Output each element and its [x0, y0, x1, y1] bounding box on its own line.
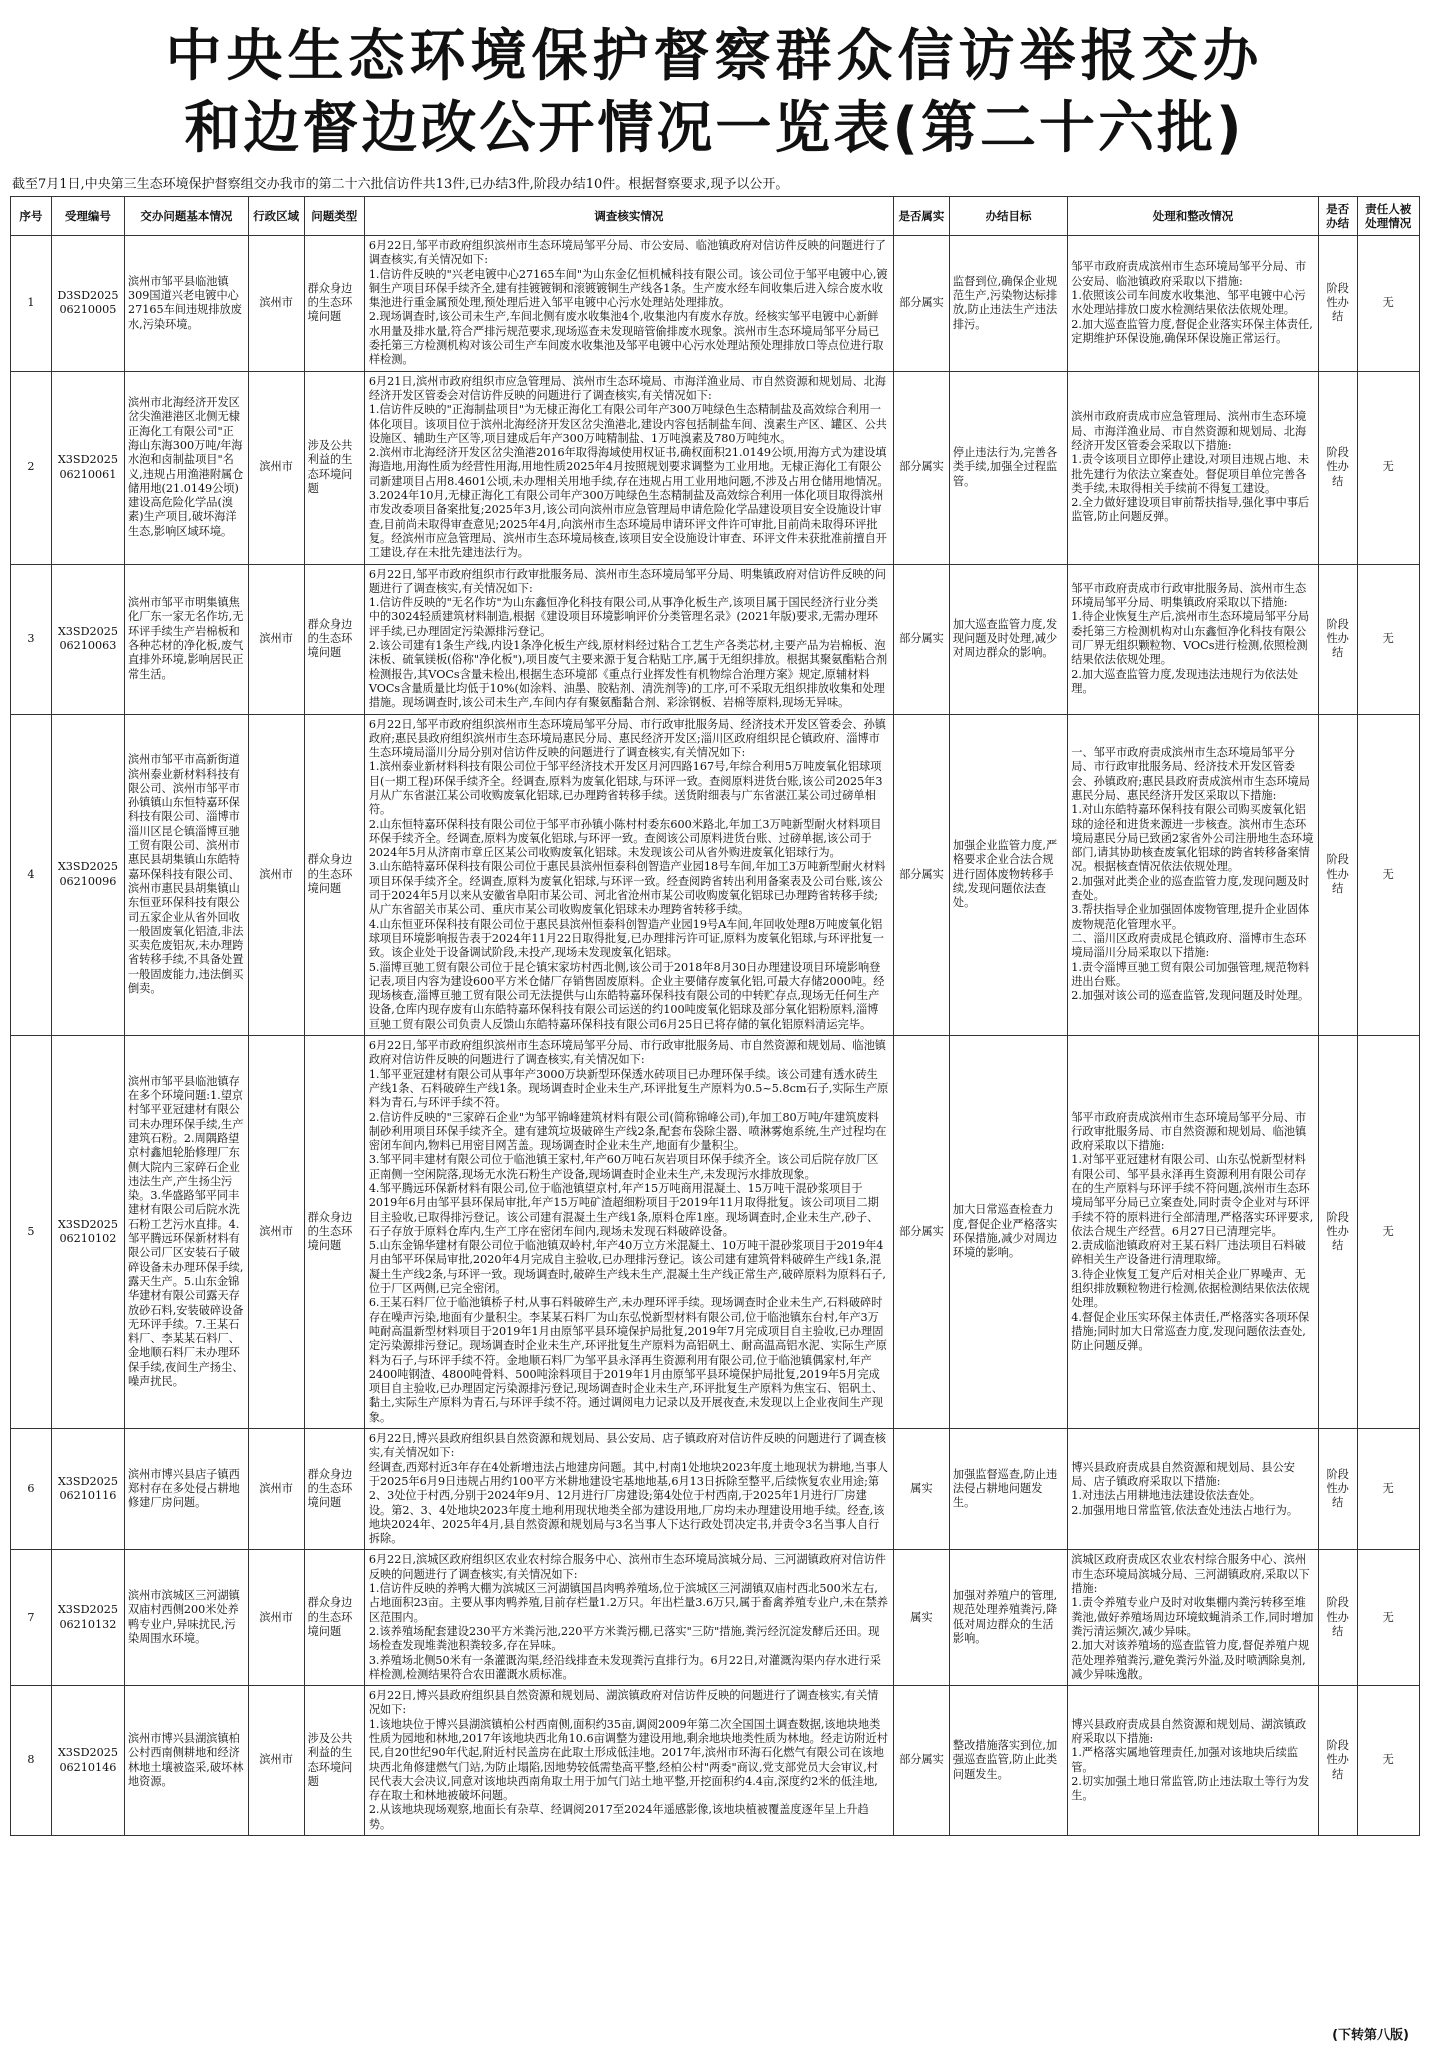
table-header-row [11, 197, 1420, 236]
header-done: 是否办结 [1318, 197, 1357, 236]
cell-investigation-paragraph: 3.邹平同丰建材有限公司位于临池镇王家村,年产60万吨石灰岩项目环保手续齐全。该公司后院存放厂区正南侧一空闲院落,现场无水洗石粉生产设备,现场调查时企业未生产,未发现污水排放现象。 [368, 1153, 879, 1181]
cell-handling-paragraph: 1.对违法占用耕地违法建设依法查处。 [1071, 1489, 1261, 1503]
cell-handling-paragraph: 1.责令淄博亘驰工贸有限公司加强管理,规范物料进出台账。 [1071, 960, 1310, 988]
cell-verified: 属实 [893, 1550, 949, 1686]
cell-problem: 滨州市邹平市明集镇焦化厂东一家无名作坊,无环评手续生产岩棉板和各种芯材的净化板,废气直排外环境,影响居民正常生活。 [124, 564, 248, 714]
cell-punish: 无 [1357, 1686, 1419, 1836]
cell-investigation [364, 1429, 893, 1550]
cell-punish: 无 [1357, 714, 1419, 1036]
cell-region: 滨州市 [248, 564, 304, 714]
cell-done: 阶段性办结 [1318, 371, 1357, 564]
cell-done: 阶段性办结 [1318, 564, 1357, 714]
cell-no: 8 [11, 1686, 52, 1836]
cell-handling [1068, 371, 1319, 564]
cell-verified: 部分属实 [893, 1036, 949, 1429]
cell-problem: 滨州市博兴县店子镇西郑村存在多处侵占耕地修建厂房问题。 [124, 1429, 248, 1550]
cell-investigation [364, 714, 893, 1036]
header-type: 问题类型 [304, 197, 364, 236]
cell-done: 阶段性办结 [1318, 1550, 1357, 1686]
cell-no: 5 [11, 1036, 52, 1429]
header-punish: 责任人被处理情况 [1357, 197, 1419, 236]
intro-text: 截至7月1日,中央第三生态环境保护督察组交办我市的第二十六批信访件共13件,已办结3件,阶段办结10件。根据督察要求,现予以公开。 [12, 177, 789, 192]
page-title-line1: 中央生态环境保护督察群众信访举报交办 [165, 24, 1264, 89]
cell-investigation-paragraph: 4.邹平腾远环保新材料有限公司,位于临池镇望京村,年产15万吨商用混凝土、15万吨干混砂浆项目于2019年6月由邹平县环保局审批,年产15万吨矿渣超细粉项目于2019年11月取得批复。该公司项目二期目主验收,已取得排污登记。该公司建有混凝土生产线1条,原料仓库1座。现场调查时,企业未生产,砂子、石子存放于原料仓库内,生产工序在密闭车间内,现场未发现石料破碎设备。 [368, 1182, 879, 1238]
cell-handling-paragraph: 1.对山东皓特嘉环保科技有限公司购买废氧化铝球的途径和进货来源进一步核查。滨州市生态环境局惠民分局已致函2家省外公司注册地生态环境部门,请其协助核查废氧化铝球的跨省转移备案情况。根据核查情况依法依规处理。 [1071, 803, 1314, 874]
cell-handling-paragraph: 4.督促企业压实环保主体责任,严格落实各项环保措施;同时加大日常巡查力度,发现问题依法查处,防止问题反弹。 [1071, 1310, 1310, 1353]
cell-target: 加强企业监管力度,严格要求企业合法合规进行固体废物转移手续,发现问题依法查处。 [949, 714, 1067, 1036]
cell-id: X3SD2025 06210116 [51, 1429, 124, 1550]
cell-verified: 部分属实 [893, 371, 949, 564]
cell-target: 加大巡查监管力度,发现问题及时处理,减少对周边群众的影响。 [949, 564, 1067, 714]
cell-investigation-paragraph: 1.该地块位于博兴县湖滨镇柏公村西南侧,面积约35亩,调阅2009年第二次全国国土调查数据,该地块地类性质为园地和林地,2017年该地块西北角10.6亩调整为建设用地,剩余地块地类性质为林地。经走访附近村民,自20世纪90年代起,附近村民盖房在此取土形成低洼地。2017年,滨州市环海石化燃气有限公司在该地块西北角修建燃气门站,为防止塌陷,因地势较低需垫高平整,经柏公村"两委"商议,党支部党员大会审议,村民代表大会决议,同意对该地块西南角取土用于加气门站土地平整,开挖面积约4.4亩,深度约2米的低洼地,存在取土和林地被破坏问题。 [368, 1717, 888, 1803]
header-no: 序号 [11, 197, 52, 236]
cell-type: 群众身边的生态环境问题 [304, 564, 364, 714]
cell-id: X3SD2025 06210132 [51, 1550, 124, 1686]
cell-investigation-paragraph: 5.淄博亘驰工贸有限公司位于昆仑镇宋家坊村西北侧,该公司于2018年8月30日办理建设项目环境影响登记表,项目内容为建设600平方米仓储厂存销售固废原料。企业主要储存废氧化铝,可最大存储2000吨。经现场核查,淄博亘驰工贸有限公司无法提供与山东皓特嘉环保科技有限公司的中转贮存点,现场无任何生产设备,仓库内现存废有山东皓特嘉环保科技有限公司运送的约100吨废氧化铝球及部分氧化铝粉原料,淄博亘驰工贸有限公司负责人反馈山东皓特嘉环保科技有限公司6月25日已将存储的氧化铝原料清运完毕。 [368, 960, 885, 1031]
cell-investigation-paragraph: 6月22日,滨城区政府组织区农业农村综合服务中心、滨州市生态环境局滨城分局、三河湖镇政府对信访件反映的问题进行了调查核实,有关情况如下: [368, 1553, 886, 1581]
cell-id: D3SD2025 06210005 [51, 236, 124, 372]
cell-handling [1068, 1036, 1319, 1429]
cell-handling-paragraph: 1.依照该公司车间废水收集池、邹平电镀中心污水处理站排放口废水检测结果依法依规处理。 [1071, 289, 1306, 317]
cell-investigation-paragraph: 3.2024年10月,无棣正海化工有限公司年产300万吨绿色生态精制盐及高效综合利用一体化项目取得滨州市发改委项目备案批复;2025年3月,该公司向滨州市应急管理局申请危险化学品建设项目安全设施设计审查,目前尚未取得审查意见;2025年4月,向滨州市生态环境局申请环评文件许可审批,目前尚未取得环评批复。经滨州市应急管理局、滨州市生态环境局核查,该项目安全设施设计审查、环评文件未获批准前擅自开工建设,存在未批先建违法行为。 [368, 489, 887, 560]
cell-handling-paragraph: 2.加强用地日常监管,依法查处违法占地行为。 [1071, 1503, 1299, 1517]
cell-investigation-paragraph: 2.该养殖场配套建设230平方米粪污池,220平方米粪污棚,已落实"三防"措施,粪污经沉淀发酵后还田。现场检查发现堆粪池积粪较多,存在异味。 [368, 1624, 880, 1653]
cell-id: X3SD2025 06210063 [51, 564, 124, 714]
cell-verified: 部分属实 [893, 714, 949, 1036]
cell-target: 加强对养殖户的管理,规范处理养殖粪污,降低对周边群众的生活影响。 [949, 1550, 1067, 1686]
cell-investigation-paragraph: 1.信访件反映的"兴老电镀中心27165车间"为山东金亿恒机械科技有限公司。该公司位于邹平电镀中心,镀铜生产项目环保手续齐全,建有挂镀镀铜和滚镀镀铜生产线各1条。生产废水经车间收集后进入综合废水收集池进行重金属预处理,预处理后进入邹平电镀中心污水处理站处理排放。 [368, 267, 888, 310]
continued-note: (下转第八版) [1332, 2028, 1409, 2043]
cell-investigation-paragraph: 6月22日,邹平市政府组织滨州市生态环境局邹平分局、市行政审批服务局、经济技术开发区管委会、孙镇政府;惠民县政府组织滨州市生态环境局惠民分局、惠民经济开发区;淄川区政府组织昆仑镇政府、淄博市生态环境局淄川分局分别对信访件反映的问题进行了调查核实,有关情况如下: [368, 717, 886, 760]
cell-investigation-paragraph: 经调查,西郑村近3年存在4处新增违法占地建房问题。其中,村南1处地块2023年度土地现状为耕地,当事人于2025年6月9日违规占用约100平方米耕地建设宅基地地基,6月13日拆除至整平,后续恢复农业用途;第2、3处位于村西,分别于2024年9月、12月进行厂房建设;第4处位于村西南,于2025年1月进行厂房建设。第2、3、4处地块2023年度土地利用现状地类全部为建设用地,厂房均未办理建设用地手续。经查,该地块2024年、2025年4月,县自然资源和规划局与3名当事人下达行政处罚决定书,并责令3名当事人自行拆除。 [368, 1460, 888, 1546]
cell-problem: 滨州市滨城区三河湖镇双庙村西侧200米处养鸭专业户,异味扰民,污染周围水环境。 [124, 1550, 248, 1686]
cell-investigation [364, 1686, 893, 1836]
table-row [11, 1429, 1420, 1550]
cell-punish: 无 [1357, 1550, 1419, 1686]
cell-target: 加强监督巡查,防止违法侵占耕地问题发生。 [949, 1429, 1067, 1550]
header-id: 受理编号 [51, 197, 124, 236]
table-row [11, 371, 1420, 564]
cell-region: 滨州市 [248, 371, 304, 564]
cell-punish: 无 [1357, 1429, 1419, 1550]
cell-handling-paragraph: 2.加大巡查监管力度,发现违法违规行为依法处理。 [1071, 667, 1299, 695]
cell-done: 阶段性办结 [1318, 714, 1357, 1036]
cell-investigation-paragraph: 3.山东皓特嘉环保科技有限公司位于惠民县滨州恒泰科创智造产业园18号车间,年加工3万吨新型耐火材料项目环保手续齐全。经调查,原料为废氧化铝球,与环评一致。经查阅跨省转出利用备案表及公司台账,该公司于2024年5月以来从安徽省阜阳市某公司、河北省沧州市某公司收购废氧化铝球已办理跨省转移手续;从广东省韶关市某公司、重庆市某公司收购废氧化铝球未办理跨省转移手续。 [368, 860, 886, 917]
cell-no: 4 [11, 714, 52, 1036]
cell-investigation-paragraph: 2.该公司建有1条生产线,内设1条净化板生产线,原材料经过粘合工艺生产各类芯材,主要产品为岩棉板、泡沫板、硫氧镁板(俗称"净化板"),项目废气主要来源于复合粘贴工序,属于无组织排放。根据其聚氨酯粘合剂检测报告,其VOCs含量未检出,根据生态环境部《重点行业挥发性有机物综合治理方案》规定,原辅材料VOCs含量质量比均低于10%(如涂料、油墨、胶粘剂、清洗剂等)的工序,可不采取无组织排放收集和处理措施。现场调查时,该公司未生产,车间内存有聚氨酯黏合剂、彩涂钢板、岩棉等原料,现场无异味。 [368, 639, 888, 710]
cell-investigation-paragraph: 6月21日,滨州市政府组织市应急管理局、滨州市生态环境局、市海洋渔业局、市自然资源和规划局、北海经济开发区管委会对信访件反映的问题进行了调查核实,有关情况如下: [368, 374, 886, 402]
cell-investigation-paragraph: 1.信访件反映的养鸭大棚为滨城区三河湖镇国昌肉鸭养殖场,位于滨城区三河湖镇双庙村西北500米左右,占地面积23亩。主要从事肉鸭养殖,目前存栏量1.2万只。年出栏量3.6万只,属于畜禽养殖专业户,未在禁养区范围内。 [368, 1582, 888, 1624]
cell-handling-paragraph: 2.加强对此类企业的巡查监管力度,发现问题及时查处。 [1071, 874, 1310, 903]
cell-region: 滨州市 [248, 1036, 304, 1429]
cell-investigation-paragraph: 6月22日,博兴县政府组织县自然资源和规划局、县公安局、店子镇政府对信访件反映的问题进行了调查核实,有关情况如下: [368, 1432, 886, 1460]
cell-verified: 部分属实 [893, 564, 949, 714]
header-problem: 交办问题基本情况 [124, 197, 248, 236]
cell-investigation-paragraph: 2.滨州市北海经济开发区岔尖渔港2016年取得海域使用权证书,确权面积21.0149公顷,用海方式为建设填海造地,用海性质为经营性用海,用地性质2025年4月按照规划要求调整为工业用地。无棣正海化工有限公司新建项目占用8.4601公顷,未办理相关用地手续,存在违规占用工业用地问题,不涉及占用仓储用地情况。 [368, 446, 889, 488]
cell-investigation-paragraph: 6月22日,邹平市政府组织滨州市生态环境局邹平分局、市行政审批服务局、市自然资源和规划局、临池镇政府对信访件反映的问题进行了调查核实,有关情况如下: [368, 1039, 886, 1067]
cell-punish: 无 [1357, 564, 1419, 714]
cell-region: 滨州市 [248, 236, 304, 372]
cell-no: 7 [11, 1550, 52, 1686]
cell-handling-paragraph: 滨城区政府责成区农业农村综合服务中心、滨州市生态环境局滨城分局、三河湖镇政府,采取以下措施: [1071, 1553, 1310, 1596]
cell-investigation-paragraph: 1.信访件反映的"无名作坊"为山东鑫恒净化科技有限公司,从事净化板生产,该项目属于国民经济行业分类中的3024轻质建筑材料制造,根据《建设项目环境影响评价分类管理名录》(2021年版)要求,无需办理环评手续,已办理固定污染源排污登记。 [368, 596, 878, 638]
table-row [11, 564, 1420, 714]
cell-type: 群众身边的生态环境问题 [304, 1036, 364, 1429]
cell-investigation [364, 236, 893, 372]
cell-region: 滨州市 [248, 1686, 304, 1836]
cell-problem: 滨州市邹平县临池镇存在多个环境问题:1.望京村邹平亚冠建材有限公司未办理环保手续,生产建筑石粉。2.周隅路望京村鑫旭轮胎修理厂东侧大院内三家碎石企业违法生产,产生扬尘污染。3.华盛路邹平同丰建材有限公司后院水洗石粉工艺污水直排。4.邹平腾远环保新材料有限公司厂区安装石子破碎设备未办理环保手续,露天生产。5.山东金锦华建材有限公司露天存放砂石料,安装破碎设备无环评手续。7.王某石料厂、李某某石料厂、金地顺石料厂未办理环保手续,夜间生产扬尘、噪声扰民。 [124, 1036, 248, 1429]
cell-no: 1 [11, 236, 52, 372]
cell-problem: 滨州市邹平市高新街道滨州泰业新材料科技有限公司、滨州市邹平市孙镇镇山东恒特嘉环保科技有限公司、淄博市淄川区昆仑镇淄博亘驰工贸有限公司、滨州市惠民县胡集镇山东皓特嘉环保科技有限公司、滨州市惠民县胡集镇山东恒亚环保科技有限公司五家企业从省外回收一般固废氧化铝渣,非法买卖危废铝灰,未办理跨省转移手续,不具备处置一般固废能力,违法倒买倒卖。 [124, 714, 248, 1036]
table-row [11, 236, 1420, 372]
cell-investigation-paragraph: 4.山东恒亚环保科技有限公司位于惠民县滨州恒泰科创智造产业园19号A车间,年回收处理8万吨废氧化铝球项目环境影响报告表于2024年11月22日取得批复,已办理排污许可证,原料为废氧化铝球,与环评批复一致。该企业处于设备调试阶段,未投产,现场未发现废氧化铝球。 [368, 917, 884, 960]
cell-handling-paragraph: 2.切实加强土地日常监管,防止违法取土等行为发生。 [1071, 1774, 1310, 1803]
cell-region: 滨州市 [248, 1550, 304, 1686]
cell-done: 阶段性办结 [1318, 236, 1357, 372]
header-investigation: 调查核实情况 [364, 197, 893, 236]
cell-handling-paragraph: 博兴县政府责成县自然资源和规划局、湖滨镇政府采取以下措施: [1071, 1717, 1307, 1745]
cell-handling-paragraph: 1.责令该项目立即停止建设,对项目违规占地、未批先建行为依法立案查处。督促项目单位完善各类手续,未取得相关手续前不得复工建设。 [1071, 453, 1310, 495]
cell-investigation-paragraph: 2.从该地块现场观察,地面长有杂草、经调阅2017至2024年遥感影像,该地块植被覆盖度逐年呈上升趋势。 [368, 1803, 869, 1831]
cell-type: 群众身边的生态环境问题 [304, 1429, 364, 1550]
cell-handling-paragraph: 3.待企业恢复工复产后对相关企业厂界噪声、无组织排放颗粒物进行检测,依据检测结果依法依规处理。 [1071, 1267, 1310, 1310]
cell-investigation-paragraph: 1.信访件反映的"正海制盐项目"为无棣正海化工有限公司年产300万吨绿色生态精制盐及高效综合利用一体化项目。该项目位于滨州北海经济开发区岔尖渔港北,建设内容包括制盐车间、溴素生产区、罐区、公共设施区、辅助生产区等,项目建成后年产300万吨精制盐、1万吨溴素及780万吨纯水。 [368, 403, 887, 445]
cell-region: 滨州市 [248, 714, 304, 1036]
cell-verified: 部分属实 [893, 236, 949, 372]
cell-handling [1068, 236, 1319, 372]
header-verified: 是否属实 [893, 197, 949, 236]
cell-done: 阶段性办结 [1318, 1686, 1357, 1836]
cell-punish: 无 [1357, 371, 1419, 564]
cell-handling-paragraph: 邹平市政府责成滨州市生态环境局邹平分局、市行政审批服务局、市自然资源和规划局、临池镇政府采取以下措施: [1071, 1110, 1307, 1153]
cell-punish: 无 [1357, 1036, 1419, 1429]
cell-handling [1068, 564, 1319, 714]
cell-target: 停止违法行为,完善各类手续,加强全过程监管。 [949, 371, 1067, 564]
cell-verified: 属实 [893, 1429, 949, 1550]
cell-target: 监督到位,确保企业规范生产,污染物达标排放,防止违法生产违法排污。 [949, 236, 1067, 372]
header-handling: 处理和整改情况 [1068, 197, 1319, 236]
cell-handling-paragraph: 1.对邹平亚冠建材有限公司、山东弘悦新型材料有限公司、邹平县永泽再生资源利用有限公司存在的生产原料与环评手续不符问题,滨州市生态环境局邹平分局已立案查处,同时责令企业对与环评手续不符的原料进行全部清理,严格落实环评要求,依法合规生产经营。6月27日已清理完毕。 [1071, 1153, 1314, 1238]
cell-type: 群众身边的生态环境问题 [304, 236, 364, 372]
table-row [11, 1036, 1420, 1429]
cell-target: 整改措施落实到位,加强巡查监管,防止此类问题发生。 [949, 1686, 1067, 1836]
cell-investigation-paragraph: 6月22日,邹平市政府组织滨州市生态环境局邹平分局、市公安局、临池镇政府对信访件反映的问题进行了调查核实,有关情况如下: [368, 239, 886, 267]
complaint-table [10, 196, 1420, 1836]
cell-handling-paragraph: 一、邹平市政府责成滨州市生态环境局邹平分局、市行政审批服务局、经济技术开发区管委会、孙镇政府;惠民县政府责成滨州市生态环境局惠民分局、惠民经济开发区采取以下措施: [1071, 746, 1310, 802]
cell-no: 2 [11, 371, 52, 564]
cell-type: 群众身边的生态环境问题 [304, 714, 364, 1036]
cell-problem: 滨州市邹平县临池镇309国道兴老电镀中心27165车间违规排放废水,污染环境。 [124, 236, 248, 372]
cell-type: 涉及公共利益的生态环境问题 [304, 1686, 364, 1836]
cell-problem: 滨州市博兴县湖滨镇柏公村西南侧耕地和经济林地土壤被盗采,破坏林地资源。 [124, 1686, 248, 1836]
cell-handling-paragraph: 2.全力做好建设项目审前帮扶指导,强化事中事后监管,防止问题反弹。 [1071, 496, 1310, 524]
cell-handling-paragraph: 1.待企业恢复生产后,滨州市生态环境局邹平分局委托第三方检测机构对山东鑫恒净化科技有限公司厂界无组织颗粒物、VOCs进行检测,依照检测结果依法依规处理。 [1071, 610, 1310, 667]
cell-investigation-paragraph: 1.邹平亚冠建材有限公司从事年产3000万块新型环保透水砖项目已办理环保手续。该公司建有透水砖生产线1条、石料破碎生产线1条。现场调查时企业未生产,环评批复生产原料为0.5~5.8cm石子,实际生产原料为青石,与环评手续不符。 [368, 1067, 889, 1110]
cell-handling [1068, 1429, 1319, 1550]
cell-target: 加大日常巡查检查力度,督促企业严格落实环保措施,减少对周边环境的影响。 [949, 1036, 1067, 1429]
cell-investigation-paragraph: 1.滨州泰业新材料科技有限公司位于邹平经济技术开发区月河四路167号,年综合利用5万吨废氧化铝球项目(一期工程)环保手续齐全。经调查,原料为废氧化铝球,与环评一致。查阅原料进货台账,该公司2025年3月从广东省湛江某公司收购废氧化铝球,已办理跨省转移手续。送货附细表与广东省湛江某公司过磅单相符。 [368, 760, 883, 817]
cell-type: 群众身边的生态环境问题 [304, 1550, 364, 1686]
cell-handling-paragraph: 邹平市政府责成市行政审批服务局、滨州市生态环境局邹平分局、明集镇政府采取以下措施: [1071, 581, 1307, 610]
cell-done: 阶段性办结 [1318, 1429, 1357, 1550]
header-target: 办结目标 [949, 197, 1067, 236]
cell-problem: 滨州市北海经济开发区岔尖渔港港区北侧无棣正海化工有限公司"正海山东海300万吨/年海水泡和卤制盐项目"名义,违规占用渔港附属仓储用地(21.0149公顷)建设高危险化学品(溴素)生产项目,破坏海洋生态,影响区域环境。 [124, 371, 248, 564]
cell-investigation-paragraph: 2.信访件反映的"三家碎石企业"为邹平锦峰建筑材料有限公司(简称锦峰公司),年加工80万吨/年建筑废料制砂利用项目环保手续齐全。建有建筑垃圾破碎生产线2条,配套布袋除尘器、喷淋雾炮系统,生产过程均在密闭车间内,物料已用密目网苫盖。现场调查时企业未生产,地面有少量积尘。 [368, 1110, 887, 1153]
cell-investigation-paragraph: 3.养殖场北侧50米有一条灌溉沟渠,经沿线排查未发现粪污直排行为。6月22日,对灌溉沟渠内存水进行采样检测,检测结果符合农田灌溉水质标准。 [368, 1653, 881, 1681]
cell-investigation-paragraph: 6月22日,博兴县政府组织县自然资源和规划局、湖滨镇政府对信访件反映的问题进行了调查核实,有关情况如下: [368, 1689, 879, 1717]
cell-handling [1068, 1686, 1319, 1836]
cell-no: 6 [11, 1429, 52, 1550]
cell-handling-paragraph: 1.责令养殖专业户及时对收集棚内粪污转移至堆粪池,做好养殖场周边环境蚊蝇消杀工作,同时增加粪污清运频次,减少异味。 [1071, 1596, 1314, 1638]
cell-id: X3SD2025 06210061 [51, 371, 124, 564]
cell-investigation [364, 371, 893, 564]
cell-investigation-paragraph: 6月22日,邹平市政府组织市行政审批服务局、滨州市生态环境局邹平分局、明集镇政府对信访件反映的问题进行了调查核实,有关情况如下: [368, 567, 886, 595]
cell-handling-paragraph: 3.帮扶指导企业加强固体废物管理,提升企业固体废物规范化管理水平。 [1071, 903, 1310, 931]
cell-no: 3 [11, 564, 52, 714]
cell-investigation [364, 1036, 893, 1429]
cell-handling-paragraph: 滨州市政府责成市应急管理局、滨州市生态环境局、市海洋渔业局、市自然资源和规划局、北海经济开发区管委会采取以下措施: [1071, 410, 1307, 452]
cell-punish: 无 [1357, 236, 1419, 372]
cell-handling [1068, 714, 1319, 1036]
page-title-line2: 和边督边改公开情况一览表(第二十六批) [184, 96, 1245, 161]
cell-handling-paragraph: 2.加强对该公司的巡查监管,发现问题及时处理。 [1071, 989, 1310, 1003]
cell-handling [1068, 1550, 1319, 1686]
cell-type: 涉及公共利益的生态环境问题 [304, 371, 364, 564]
cell-handling-paragraph: 博兴县政府责成县自然资源和规划局、县公安局、店子镇政府采取以下措施: [1071, 1460, 1295, 1488]
table-row [11, 1550, 1420, 1686]
cell-handling-paragraph: 2.加大巡查监管力度,督促企业落实环保主体责任,定期维护环保设施,确保环保设施正常运行。 [1071, 317, 1313, 345]
cell-handling-paragraph: 2.责成临池镇政府对王某石料厂违法项目石料破碎相关生产设备进行清理取缔。 [1071, 1239, 1306, 1267]
cell-investigation-paragraph: 2.山东恒特嘉环保科技有限公司位于邹平市孙镇小陈村村委东600米路北,年加工3万吨新型耐火材料项目环保手续齐全。经调查,原料为废氧化铝球,与环评一致。查阅该公司原料进货台账、过磅单据,该公司于2024年5月从济南市章丘区某公司收购废氧化铝球。未发现该公司从省外购进废氧化铝球行为。 [368, 817, 882, 860]
cell-investigation-paragraph: 2.现场调查时,该公司未生产,车间北侧有废水收集池4个,收集池内有废水存放。经核实邹平电镀中心新鲜水用量及排水量,符合严排污规范要求,现场巡查未发现暗管偷排废水现象。滨州市生态环境局邹平分局已委托第三方检测机构对该公司生产车间废水收集池及邹平电镀中心污水处理站预处理排放口等点位进行取样检测。 [368, 310, 884, 367]
cell-done: 阶段性办结 [1318, 1036, 1357, 1429]
cell-investigation-paragraph: 5.山东金锦华建材有限公司位于临池镇双岭村,年产40万立方米混凝土、10万吨干混砂浆项目于2019年4月由邹平环保局审批,2020年4月完成自主验收,已办理排污登记。该公司建有建筑骨料破碎生产线1条,混凝土生产线2条,与环评一致。现场调查时,破碎生产线未生产,混凝土生产线正常生产,破碎原料为原料石子,位于厂区两侧,已完全密闭。 [368, 1239, 886, 1296]
cell-handling-paragraph: 邹平市政府责成滨州市生态环境局邹平分局、市公安局、临池镇政府采取以下措施: [1071, 260, 1307, 288]
cell-region: 滨州市 [248, 1429, 304, 1550]
cell-handling-paragraph: 1.严格落实属地管理责任,加强对该地块后续监管。 [1071, 1746, 1299, 1774]
cell-investigation [364, 1550, 893, 1686]
cell-id: X3SD2025 06210146 [51, 1686, 124, 1836]
cell-verified: 部分属实 [893, 1686, 949, 1836]
header-region: 行政区域 [248, 197, 304, 236]
cell-handling-paragraph: 二、淄川区政府责成昆仑镇政府、淄博市生态环境局淄川分局采取以下措施: [1071, 931, 1307, 960]
cell-handling-paragraph: 2.加大对该养殖场的巡查监管力度,督促养殖户规范处理养殖粪污,避免粪污外溢,及时喷洒除臭剂,减少异味逸散。 [1071, 1639, 1310, 1681]
table-row [11, 714, 1420, 1036]
cell-investigation [364, 564, 893, 714]
cell-id: X3SD2025 06210102 [51, 1036, 124, 1429]
cell-investigation-paragraph: 6.王某石料厂位于临池镇桥子村,从事石料破碎生产,未办理环评手续。现场调查时企业未生产,石料破碎时存在噪声污染,地面有少量积尘。李某某石料厂为山东弘悦新型材料有限公司,位于临池镇东台村,年产3万吨耐高温新型材料项目于2019年1月由原邹平县环境保护局批复,2019年7月完成项目自主验收,已办理固定污染源排污登记。现场调查时企业未生产,环评批复生产原料为高铝矾土、耐高温高铝水泥、实际生产原料为石子,与环评手续不符。金地顺石料厂为邹平县永泽再生资源利用有限公司,位于临池镇偶家村,年产2400吨钢渣、4800吨骨料、500吨涂料项目于2019年1月由原邹平县环境保护局批复,2019年5月完成项目自主验收,已办理固定污染源排污登记,现场调查时企业未生产,环评批复生产原料为焦宝石、铝矾土、黏土,实际生产原料为青石,与环评手续不符。通过调阅电力记录以及开展夜查,未发现以上企业夜间生产现象。 [368, 1296, 887, 1424]
cell-id: X3SD2025 06210096 [51, 714, 124, 1036]
table-row [11, 1686, 1420, 1836]
